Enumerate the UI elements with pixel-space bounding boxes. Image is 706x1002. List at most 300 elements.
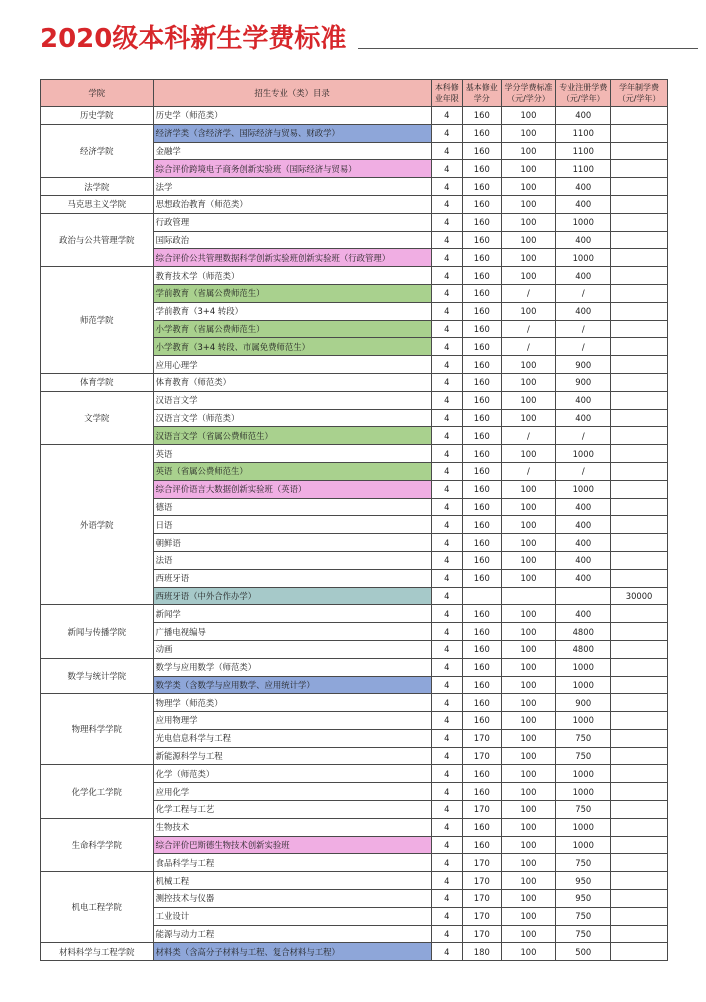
years-cell: 4 xyxy=(431,783,462,801)
major-cell: 食品科学与工程 xyxy=(153,854,431,872)
credit-fee-cell: 100 xyxy=(501,160,556,178)
credit-fee-cell: 100 xyxy=(501,195,556,213)
table-row xyxy=(41,373,668,391)
annual-fee-cell xyxy=(611,854,668,872)
annual-fee-cell xyxy=(611,623,668,641)
major-cell: 机械工程 xyxy=(153,872,431,890)
header-credit-fee: 学分学费标准（元/学分） xyxy=(501,80,556,107)
college-cell: 材料科学与工程学院 xyxy=(41,943,154,961)
credit-fee-cell: / xyxy=(501,284,556,302)
credits-cell: 160 xyxy=(463,498,502,516)
annual-fee-cell xyxy=(611,498,668,516)
annual-fee-cell xyxy=(611,765,668,783)
major-cell: 光电信息科学与工程 xyxy=(153,729,431,747)
college-cell: 经济学院 xyxy=(41,124,154,177)
years-cell: 4 xyxy=(431,676,462,694)
credit-fee-cell: 100 xyxy=(501,658,556,676)
credit-fee-cell: / xyxy=(501,338,556,356)
annual-fee-cell xyxy=(611,267,668,285)
credit-fee-cell: 100 xyxy=(501,249,556,267)
credit-fee-cell: 100 xyxy=(501,694,556,712)
credits-cell: 160 xyxy=(463,836,502,854)
annual-fee-cell xyxy=(611,195,668,213)
credits-cell: 180 xyxy=(463,943,502,961)
header-college: 学院 xyxy=(41,80,154,107)
reg-fee-cell xyxy=(556,587,611,605)
major-cell: 数学类（含数学与应用数学、应用统计学） xyxy=(153,676,431,694)
years-cell: 4 xyxy=(431,551,462,569)
table-row xyxy=(41,178,668,196)
major-cell: 法语 xyxy=(153,551,431,569)
years-cell: 4 xyxy=(431,231,462,249)
reg-fee-cell: 1000 xyxy=(556,480,611,498)
reg-fee-cell: 400 xyxy=(556,498,611,516)
reg-fee-cell: 1000 xyxy=(556,712,611,730)
credits-cell: 170 xyxy=(463,872,502,890)
table-row xyxy=(41,872,668,890)
years-cell: 4 xyxy=(431,462,462,480)
credit-fee-cell: 100 xyxy=(501,623,556,641)
credit-fee-cell: 100 xyxy=(501,943,556,961)
major-cell: 德语 xyxy=(153,498,431,516)
annual-fee-cell xyxy=(611,836,668,854)
major-cell: 综合评价巴斯德生物技术创新实验班 xyxy=(153,836,431,854)
years-cell: 4 xyxy=(431,587,462,605)
credits-cell: 160 xyxy=(463,284,502,302)
credits-cell: 160 xyxy=(463,569,502,587)
major-cell: 国际政治 xyxy=(153,231,431,249)
reg-fee-cell: 1000 xyxy=(556,836,611,854)
annual-fee-cell xyxy=(611,160,668,178)
major-cell: 生物技术 xyxy=(153,818,431,836)
years-cell: 4 xyxy=(431,854,462,872)
credits-cell: 160 xyxy=(463,427,502,445)
years-cell: 4 xyxy=(431,640,462,658)
reg-fee-cell: 400 xyxy=(556,107,611,125)
years-cell: 4 xyxy=(431,569,462,587)
credits-cell: 160 xyxy=(463,658,502,676)
college-cell: 机电工程学院 xyxy=(41,872,154,943)
college-cell: 法学院 xyxy=(41,178,154,196)
major-cell: 法学 xyxy=(153,178,431,196)
credits-cell: 160 xyxy=(463,605,502,623)
reg-fee-cell: 400 xyxy=(556,302,611,320)
table-row xyxy=(41,818,668,836)
major-cell: 西班牙语 xyxy=(153,569,431,587)
major-cell: 广播电视编导 xyxy=(153,623,431,641)
annual-fee-cell xyxy=(611,658,668,676)
credit-fee-cell: 100 xyxy=(501,302,556,320)
major-cell: 日语 xyxy=(153,516,431,534)
credits-cell: 170 xyxy=(463,925,502,943)
fee-table-body xyxy=(41,107,668,961)
annual-fee-cell xyxy=(611,427,668,445)
header-annual-fee: 学年制学费（元/学年） xyxy=(611,80,668,107)
major-cell: 能源与动力工程 xyxy=(153,925,431,943)
credits-cell: 160 xyxy=(463,356,502,374)
years-cell: 4 xyxy=(431,284,462,302)
annual-fee-cell xyxy=(611,534,668,552)
fee-table xyxy=(40,79,668,961)
years-cell: 4 xyxy=(431,925,462,943)
major-cell: 测控技术与仪器 xyxy=(153,890,431,908)
credits-cell: 160 xyxy=(463,765,502,783)
annual-fee-cell xyxy=(611,391,668,409)
annual-fee-cell: 30000 xyxy=(611,587,668,605)
years-cell: 4 xyxy=(431,391,462,409)
annual-fee-cell xyxy=(611,712,668,730)
years-cell: 4 xyxy=(431,142,462,160)
credit-fee-cell: 100 xyxy=(501,480,556,498)
major-cell: 应用心理学 xyxy=(153,356,431,374)
major-cell: 小学教育（3+4 转段、市属免费师范生） xyxy=(153,338,431,356)
years-cell: 4 xyxy=(431,445,462,463)
table-row xyxy=(41,943,668,961)
major-cell: 综合评价语言大数据创新实验班（英语） xyxy=(153,480,431,498)
annual-fee-cell xyxy=(611,890,668,908)
reg-fee-cell: 900 xyxy=(556,356,611,374)
reg-fee-cell: 1000 xyxy=(556,818,611,836)
annual-fee-cell xyxy=(611,124,668,142)
years-cell: 4 xyxy=(431,124,462,142)
credit-fee-cell: 100 xyxy=(501,551,556,569)
major-cell: 西班牙语（中外合作办学） xyxy=(153,587,431,605)
major-cell: 学前教育（省属公费师范生） xyxy=(153,284,431,302)
credits-cell: 160 xyxy=(463,676,502,694)
credits-cell: 160 xyxy=(463,551,502,569)
credit-fee-cell: 100 xyxy=(501,213,556,231)
annual-fee-cell xyxy=(611,338,668,356)
reg-fee-cell: 1000 xyxy=(556,213,611,231)
annual-fee-cell xyxy=(611,676,668,694)
reg-fee-cell: / xyxy=(556,427,611,445)
reg-fee-cell: 750 xyxy=(556,747,611,765)
table-row xyxy=(41,124,668,142)
annual-fee-cell xyxy=(611,142,668,160)
reg-fee-cell: 900 xyxy=(556,373,611,391)
years-cell: 4 xyxy=(431,320,462,338)
credit-fee-cell: / xyxy=(501,462,556,480)
years-cell: 4 xyxy=(431,907,462,925)
major-cell: 动画 xyxy=(153,640,431,658)
annual-fee-cell xyxy=(611,409,668,427)
header-major: 招生专业（类）目录 xyxy=(153,80,431,107)
credits-cell: 160 xyxy=(463,302,502,320)
reg-fee-cell: 900 xyxy=(556,694,611,712)
annual-fee-cell xyxy=(611,907,668,925)
table-row xyxy=(41,107,668,125)
reg-fee-cell: 1100 xyxy=(556,142,611,160)
reg-fee-cell: 500 xyxy=(556,943,611,961)
credit-fee-cell: 100 xyxy=(501,712,556,730)
reg-fee-cell: 400 xyxy=(556,231,611,249)
years-cell: 4 xyxy=(431,943,462,961)
major-cell: 学前教育（3+4 转段） xyxy=(153,302,431,320)
credit-fee-cell: 100 xyxy=(501,267,556,285)
credit-fee-cell: 100 xyxy=(501,836,556,854)
college-cell: 物理科学学院 xyxy=(41,694,154,765)
major-cell: 综合评价公共管理数据科学创新实验班创新实验班（行政管理） xyxy=(153,249,431,267)
credits-cell: 170 xyxy=(463,801,502,819)
years-cell: 4 xyxy=(431,498,462,516)
years-cell: 4 xyxy=(431,623,462,641)
credits-cell: 160 xyxy=(463,818,502,836)
credits-cell: 160 xyxy=(463,480,502,498)
years-cell: 4 xyxy=(431,801,462,819)
credits-cell: 160 xyxy=(463,516,502,534)
credit-fee-cell: / xyxy=(501,427,556,445)
years-cell: 4 xyxy=(431,534,462,552)
table-row xyxy=(41,391,668,409)
header-reg-fee: 专业注册学费（元/学年） xyxy=(556,80,611,107)
reg-fee-cell: 950 xyxy=(556,872,611,890)
credit-fee-cell: 100 xyxy=(501,676,556,694)
annual-fee-cell xyxy=(611,213,668,231)
major-cell: 体育教育（师范类） xyxy=(153,373,431,391)
credit-fee-cell: 100 xyxy=(501,925,556,943)
reg-fee-cell: 1000 xyxy=(556,445,611,463)
credits-cell: 160 xyxy=(463,445,502,463)
credit-fee-cell: / xyxy=(501,320,556,338)
annual-fee-cell xyxy=(611,729,668,747)
credits-cell: 160 xyxy=(463,107,502,125)
college-cell: 师范学院 xyxy=(41,267,154,374)
table-row xyxy=(41,765,668,783)
years-cell: 4 xyxy=(431,160,462,178)
college-cell: 化学化工学院 xyxy=(41,765,154,818)
credits-cell: 160 xyxy=(463,267,502,285)
credit-fee-cell: 100 xyxy=(501,391,556,409)
annual-fee-cell xyxy=(611,783,668,801)
reg-fee-cell: 400 xyxy=(556,605,611,623)
reg-fee-cell: / xyxy=(556,320,611,338)
reg-fee-cell: 1000 xyxy=(556,676,611,694)
reg-fee-cell: 400 xyxy=(556,551,611,569)
credits-cell: 160 xyxy=(463,320,502,338)
annual-fee-cell xyxy=(611,302,668,320)
reg-fee-cell: 1100 xyxy=(556,160,611,178)
annual-fee-cell xyxy=(611,516,668,534)
major-cell: 英语（省属公费师范生） xyxy=(153,462,431,480)
reg-fee-cell: / xyxy=(556,284,611,302)
annual-fee-cell xyxy=(611,694,668,712)
credits-cell: 170 xyxy=(463,890,502,908)
credit-fee-cell: 100 xyxy=(501,801,556,819)
major-cell: 化学工程与工艺 xyxy=(153,801,431,819)
reg-fee-cell: 750 xyxy=(556,801,611,819)
major-cell: 应用物理学 xyxy=(153,712,431,730)
credit-fee-cell: 100 xyxy=(501,498,556,516)
credits-cell: 160 xyxy=(463,712,502,730)
table-row xyxy=(41,213,668,231)
annual-fee-cell xyxy=(611,640,668,658)
credits-cell xyxy=(463,587,502,605)
reg-fee-cell: / xyxy=(556,462,611,480)
years-cell: 4 xyxy=(431,729,462,747)
credits-cell: 160 xyxy=(463,534,502,552)
years-cell: 4 xyxy=(431,107,462,125)
major-cell: 金融学 xyxy=(153,142,431,160)
annual-fee-cell xyxy=(611,872,668,890)
college-cell: 文学院 xyxy=(41,391,154,444)
reg-fee-cell: 400 xyxy=(556,267,611,285)
years-cell: 4 xyxy=(431,195,462,213)
reg-fee-cell: 750 xyxy=(556,925,611,943)
credits-cell: 160 xyxy=(463,178,502,196)
credit-fee-cell: 100 xyxy=(501,890,556,908)
reg-fee-cell: 400 xyxy=(556,195,611,213)
major-cell: 应用化学 xyxy=(153,783,431,801)
credits-cell: 160 xyxy=(463,391,502,409)
credits-cell: 170 xyxy=(463,854,502,872)
major-cell: 物理学（师范类） xyxy=(153,694,431,712)
major-cell: 数学与应用数学（师范类） xyxy=(153,658,431,676)
reg-fee-cell: 400 xyxy=(556,516,611,534)
major-cell: 英语 xyxy=(153,445,431,463)
title-area xyxy=(40,18,706,58)
annual-fee-cell xyxy=(611,462,668,480)
major-cell: 汉语言文学 xyxy=(153,391,431,409)
years-cell: 4 xyxy=(431,712,462,730)
reg-fee-cell: 1000 xyxy=(556,765,611,783)
reg-fee-cell: 950 xyxy=(556,890,611,908)
major-cell: 思想政治教育（师范类） xyxy=(153,195,431,213)
annual-fee-cell xyxy=(611,569,668,587)
credit-fee-cell: 100 xyxy=(501,854,556,872)
credits-cell: 160 xyxy=(463,783,502,801)
credits-cell: 160 xyxy=(463,694,502,712)
college-cell: 新闻与传播学院 xyxy=(41,605,154,658)
credit-fee-cell: 100 xyxy=(501,872,556,890)
credits-cell: 160 xyxy=(463,160,502,178)
major-cell: 新闻学 xyxy=(153,605,431,623)
major-cell: 材料类（含高分子材料与工程、复合材料与工程） xyxy=(153,943,431,961)
years-cell: 4 xyxy=(431,427,462,445)
credit-fee-cell: 100 xyxy=(501,818,556,836)
major-cell: 历史学（师范类） xyxy=(153,107,431,125)
major-cell: 经济学类（含经济学、国际经济与贸易、财政学） xyxy=(153,124,431,142)
major-cell: 化学（师范类） xyxy=(153,765,431,783)
years-cell: 4 xyxy=(431,338,462,356)
annual-fee-cell xyxy=(611,373,668,391)
credit-fee-cell: 100 xyxy=(501,373,556,391)
credit-fee-cell: 100 xyxy=(501,765,556,783)
credit-fee-cell: 100 xyxy=(501,783,556,801)
table-row xyxy=(41,445,668,463)
credits-cell: 170 xyxy=(463,747,502,765)
years-cell: 4 xyxy=(431,178,462,196)
reg-fee-cell: 400 xyxy=(556,178,611,196)
credit-fee-cell: 100 xyxy=(501,142,556,160)
reg-fee-cell: 1000 xyxy=(556,658,611,676)
years-cell: 4 xyxy=(431,356,462,374)
major-cell: 综合评价跨境电子商务创新实验班（国际经济与贸易） xyxy=(153,160,431,178)
years-cell: 4 xyxy=(431,872,462,890)
years-cell: 4 xyxy=(431,302,462,320)
table-row xyxy=(41,658,668,676)
credits-cell: 160 xyxy=(463,195,502,213)
credits-cell: 160 xyxy=(463,338,502,356)
college-cell: 生命科学学院 xyxy=(41,818,154,871)
major-cell: 工业设计 xyxy=(153,907,431,925)
credit-fee-cell: 100 xyxy=(501,231,556,249)
credits-cell: 160 xyxy=(463,409,502,427)
college-cell: 历史学院 xyxy=(41,107,154,125)
reg-fee-cell: 400 xyxy=(556,391,611,409)
years-cell: 4 xyxy=(431,818,462,836)
years-cell: 4 xyxy=(431,890,462,908)
years-cell: 4 xyxy=(431,373,462,391)
reg-fee-cell: 750 xyxy=(556,854,611,872)
credits-cell: 160 xyxy=(463,124,502,142)
years-cell: 4 xyxy=(431,267,462,285)
credit-fee-cell: 100 xyxy=(501,107,556,125)
college-cell: 外语学院 xyxy=(41,445,154,605)
years-cell: 4 xyxy=(431,249,462,267)
reg-fee-cell: 4800 xyxy=(556,623,611,641)
reg-fee-cell: 400 xyxy=(556,569,611,587)
annual-fee-cell xyxy=(611,818,668,836)
table-row xyxy=(41,605,668,623)
major-cell: 行政管理 xyxy=(153,213,431,231)
reg-fee-cell: 400 xyxy=(556,409,611,427)
credit-fee-cell: 100 xyxy=(501,516,556,534)
annual-fee-cell xyxy=(611,943,668,961)
annual-fee-cell xyxy=(611,178,668,196)
credit-fee-cell: 100 xyxy=(501,729,556,747)
reg-fee-cell: 750 xyxy=(556,729,611,747)
annual-fee-cell xyxy=(611,445,668,463)
credit-fee-cell: 100 xyxy=(501,409,556,427)
major-cell: 教育技术学（师范类） xyxy=(153,267,431,285)
header-years: 本科修业年限 xyxy=(431,80,462,107)
credit-fee-cell: 100 xyxy=(501,907,556,925)
credit-fee-cell: 100 xyxy=(501,747,556,765)
annual-fee-cell xyxy=(611,284,668,302)
table-row xyxy=(41,267,668,285)
credits-cell: 160 xyxy=(463,640,502,658)
college-cell: 数学与统计学院 xyxy=(41,658,154,694)
major-cell: 朝鲜语 xyxy=(153,534,431,552)
annual-fee-cell xyxy=(611,925,668,943)
years-cell: 4 xyxy=(431,694,462,712)
credit-fee-cell: 100 xyxy=(501,569,556,587)
major-cell: 汉语言文学（省属公费师范生） xyxy=(153,427,431,445)
annual-fee-cell xyxy=(611,249,668,267)
table-row xyxy=(41,195,668,213)
credit-fee-cell xyxy=(501,587,556,605)
reg-fee-cell: 1000 xyxy=(556,783,611,801)
years-cell: 4 xyxy=(431,605,462,623)
years-cell: 4 xyxy=(431,480,462,498)
reg-fee-cell: 4800 xyxy=(556,640,611,658)
major-cell: 汉语言文学（师范类） xyxy=(153,409,431,427)
college-cell: 政治与公共管理学院 xyxy=(41,213,154,266)
annual-fee-cell xyxy=(611,480,668,498)
credits-cell: 160 xyxy=(463,373,502,391)
credits-cell: 160 xyxy=(463,623,502,641)
table-header-row xyxy=(41,80,668,107)
credit-fee-cell: 100 xyxy=(501,605,556,623)
reg-fee-cell: 750 xyxy=(556,907,611,925)
credit-fee-cell: 100 xyxy=(501,640,556,658)
annual-fee-cell xyxy=(611,801,668,819)
credits-cell: 160 xyxy=(463,249,502,267)
reg-fee-cell: / xyxy=(556,338,611,356)
annual-fee-cell xyxy=(611,107,668,125)
annual-fee-cell xyxy=(611,320,668,338)
major-cell: 小学教育（省属公费师范生） xyxy=(153,320,431,338)
